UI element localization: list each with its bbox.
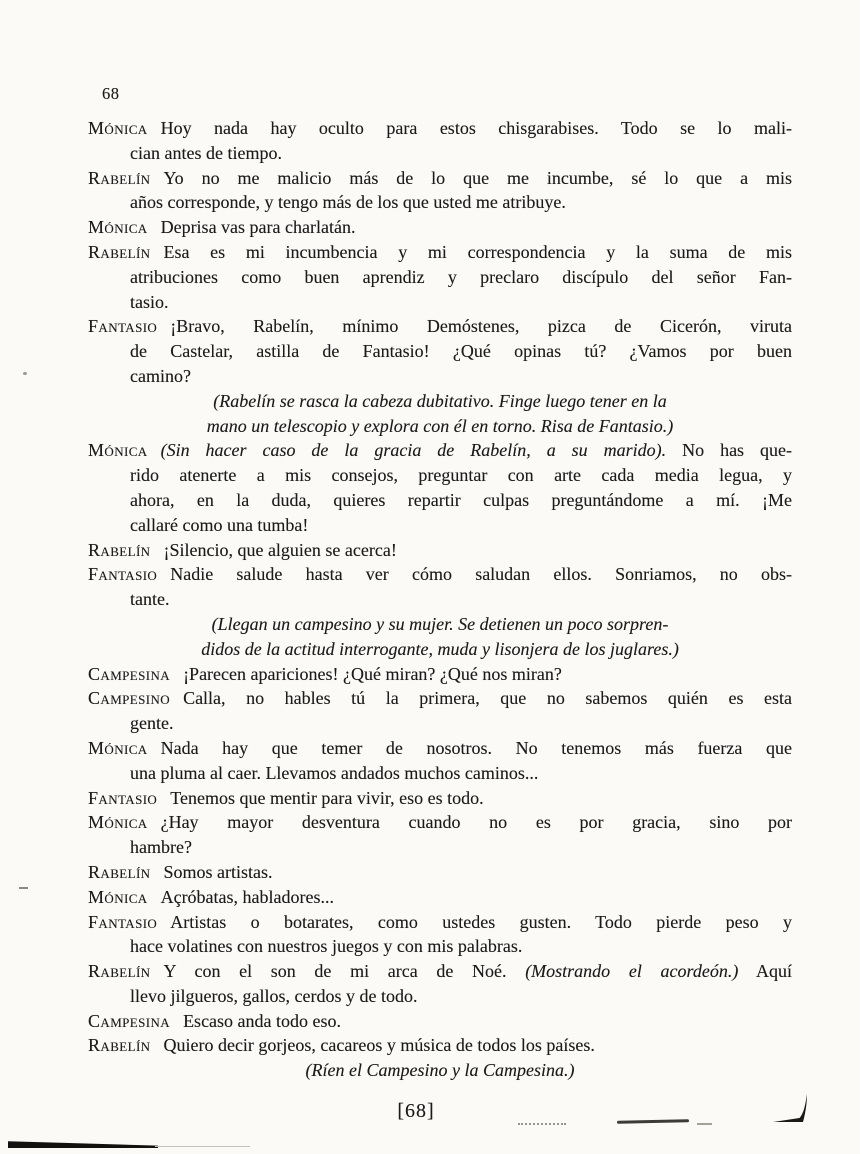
dialogue-line bbox=[88, 885, 792, 910]
speaker-name: Mónica bbox=[88, 812, 148, 833]
dialogue-line bbox=[88, 438, 792, 463]
scan-smudge-artifact bbox=[617, 1119, 689, 1124]
text-segment: mano un telescopio y explora con él en torno. Risa de Fantasio.) bbox=[206, 415, 674, 436]
text-segment: Calla, no hables tú la primera, que no sabemos quién es esta bbox=[183, 688, 792, 709]
dialogue-line bbox=[88, 835, 792, 860]
dialogue-line bbox=[88, 686, 792, 711]
dialogue-line bbox=[88, 1009, 792, 1034]
dialogue-line bbox=[88, 265, 792, 290]
dialogue-entry bbox=[88, 860, 792, 885]
speaker-name: Fantasio bbox=[88, 787, 158, 808]
dialogue-line bbox=[88, 488, 792, 513]
dialogue-line bbox=[88, 934, 792, 959]
dialogue-entry bbox=[88, 885, 792, 910]
text-segment: No has que- bbox=[666, 440, 793, 461]
dialogue-entry bbox=[88, 166, 792, 216]
dialogue-line bbox=[88, 786, 792, 811]
text-segment: Deprisa vas para charlatán. bbox=[160, 217, 356, 238]
dialogue-entry bbox=[88, 314, 792, 388]
scan-edge-artifact bbox=[8, 1140, 158, 1148]
speaker-name: Fantasio bbox=[88, 316, 158, 337]
dialogue-line bbox=[88, 910, 792, 935]
dialogue-entry bbox=[88, 438, 792, 537]
dialogue-line bbox=[88, 810, 792, 835]
script-body bbox=[88, 116, 792, 1083]
speaker-name: Mónica bbox=[88, 886, 148, 907]
text-segment: de Castelar, astilla de Fantasio! ¿Qué opinas tú? ¿Vamos por buen bbox=[130, 341, 792, 362]
text-segment: ¿Hay mayor desventura cuando no es por gracia, sino por bbox=[160, 812, 792, 833]
dialogue-entry bbox=[88, 215, 792, 240]
text-segment: Quiero decir gorjeos, cacareos y música de todos los países. bbox=[163, 1035, 595, 1056]
speaker-name: Fantasio bbox=[88, 911, 158, 932]
text-segment: cian antes de tiempo. bbox=[130, 142, 282, 163]
dialogue-line bbox=[88, 538, 792, 563]
dialogue-line bbox=[88, 314, 792, 339]
text-segment: tante. bbox=[130, 589, 170, 610]
text-segment: Artistas o botarates, como ustedes gusten. Todo pierde peso y bbox=[170, 911, 792, 932]
dialogue-line bbox=[88, 190, 792, 215]
text-segment: Somos artistas. bbox=[163, 861, 273, 882]
speaker-name: Mónica bbox=[88, 737, 148, 758]
scan-speck-artifact bbox=[23, 372, 27, 375]
scan-tick-artifact bbox=[697, 1123, 712, 1125]
stage-direction bbox=[88, 389, 792, 439]
speaker-name: Campesina bbox=[88, 1010, 171, 1031]
dialogue-line bbox=[88, 463, 792, 488]
text-segment: ¡Silencio, que alguien se acerca! bbox=[163, 539, 397, 560]
dialogue-line bbox=[88, 141, 792, 166]
page-corner-fold-artifact bbox=[770, 1092, 810, 1128]
text-segment: ¡Parecen apariciones! ¿Qué miran? ¿Qué nos miran? bbox=[183, 663, 562, 684]
text-segment: atribuciones como buen aprendiz y preclaro discípulo del señor Fan- bbox=[130, 266, 792, 287]
text-segment: Nada hay que temer de nosotros. No tenemos más fuerza que bbox=[160, 737, 792, 758]
dialogue-entry bbox=[88, 538, 792, 563]
dialogue-line bbox=[88, 215, 792, 240]
speaker-name: Mónica bbox=[88, 217, 148, 238]
dialogue-entry bbox=[88, 786, 792, 811]
speaker-name: Campesino bbox=[88, 688, 171, 709]
text-segment: tasio. bbox=[130, 291, 169, 312]
speaker-name: Mónica bbox=[88, 440, 148, 461]
text-segment: Yo no me malicio más de lo que me incumbe, sé lo que a mis bbox=[163, 167, 792, 188]
dialogue-line bbox=[88, 736, 792, 761]
scan-dash-artifact bbox=[19, 887, 28, 889]
dialogue-line bbox=[88, 240, 792, 265]
speaker-name: Campesina bbox=[88, 663, 171, 684]
text-segment: (Llegan un campesino y su mujer. Se detienen un poco sorpren- bbox=[211, 613, 669, 634]
dialogue-entry bbox=[88, 1009, 792, 1034]
text-segment: gente. bbox=[130, 713, 174, 734]
dialogue-entry bbox=[88, 240, 792, 314]
stage-direction bbox=[88, 1058, 792, 1083]
page-number-top: 68 bbox=[102, 84, 120, 103]
dialogue-entry bbox=[88, 686, 792, 736]
stage-direction-line bbox=[88, 414, 792, 439]
dialogue-line bbox=[88, 711, 792, 736]
dialogue-entry bbox=[88, 662, 792, 687]
scan-dotted-artifact bbox=[518, 1123, 566, 1125]
stage-direction-line bbox=[88, 637, 792, 662]
dialogue-entry bbox=[88, 116, 792, 166]
text-segment: Esa es mi incumbencia y mi correspondencia y la suma de mis bbox=[163, 241, 792, 262]
speaker-name: Fantasio bbox=[88, 564, 158, 585]
dialogue-line bbox=[88, 364, 792, 389]
dialogue-line bbox=[88, 290, 792, 315]
dialogue-line bbox=[88, 662, 792, 687]
speaker-name: Rabelín bbox=[88, 167, 151, 188]
text-segment: hace volatines con nuestros juegos y con mis palabras. bbox=[130, 936, 523, 957]
text-segment: Açróbatas, habladores... bbox=[160, 886, 335, 907]
speaker-name: Rabelín bbox=[88, 1035, 151, 1056]
text-segment: (Mostrando el acordeón.) bbox=[525, 961, 739, 982]
text-segment: hambre? bbox=[130, 837, 192, 858]
text-segment: Tenemos que mentir para vivir, eso es todo. bbox=[170, 787, 484, 808]
dialogue-line bbox=[88, 959, 792, 984]
text-segment: rido atenerte a mis consejos, preguntar con arte cada media legua, y bbox=[130, 465, 792, 486]
dialogue-line bbox=[88, 166, 792, 191]
text-segment: una pluma al caer. Llevamos andados muchos caminos... bbox=[130, 762, 539, 783]
stage-direction-line bbox=[88, 389, 792, 414]
dialogue-entry bbox=[88, 1033, 792, 1058]
text-segment: Hoy nada hay oculto para estos chisgarabises. Todo se lo mali- bbox=[160, 118, 792, 138]
page-number-bottom: [68] bbox=[397, 1100, 435, 1122]
text-segment: ahora, en la duda, quieres repartir culpas preguntándome a mí. ¡Me bbox=[130, 489, 792, 510]
text-segment: (Sin hacer caso de la gracia de Rabelín, a su marido). bbox=[160, 440, 667, 461]
dialogue-line bbox=[88, 562, 792, 587]
dialogue-entry bbox=[88, 959, 792, 1009]
dialogue-line bbox=[88, 860, 792, 885]
text-segment: (Ríen el Campesino y la Campesina.) bbox=[305, 1060, 575, 1081]
speaker-name: Mónica bbox=[88, 118, 148, 138]
speaker-name: Rabelín bbox=[88, 961, 151, 982]
stage-direction bbox=[88, 612, 792, 662]
stage-direction-line bbox=[88, 1058, 792, 1083]
stage-direction-line bbox=[88, 612, 792, 637]
dialogue-line bbox=[88, 339, 792, 364]
speaker-name: Rabelín bbox=[88, 241, 151, 262]
dialogue-entry bbox=[88, 562, 792, 612]
text-segment: Nadie salude hasta ver cómo saludan ellos. Sonriamos, no obs- bbox=[170, 564, 792, 585]
speaker-name: Rabelín bbox=[88, 861, 151, 882]
text-segment: didos de la actitud interrogante, muda y lisonjera de los juglares.) bbox=[201, 638, 679, 659]
text-segment: (Rabelín se rasca la cabeza dubitativo. Finge luego tener en la bbox=[213, 390, 667, 411]
text-segment: años corresponde, y tengo más de los que usted me atribuye. bbox=[130, 192, 566, 213]
text-segment: ¡Bravo, Rabelín, mínimo Demóstenes, pizca de Cicerón, viruta bbox=[170, 316, 792, 337]
dialogue-line bbox=[88, 1033, 792, 1058]
dialogue-entry bbox=[88, 736, 792, 786]
scan-edge-tail-artifact bbox=[155, 1146, 250, 1147]
speaker-name: Rabelín bbox=[88, 539, 151, 560]
dialogue-line bbox=[88, 587, 792, 612]
text-segment: Y con el son de mi arca de Noé. bbox=[163, 961, 526, 982]
text-segment: Aquí bbox=[738, 961, 792, 982]
dialogue-entry bbox=[88, 810, 792, 860]
text-segment: Escaso anda todo eso. bbox=[183, 1010, 342, 1031]
dialogue-line bbox=[88, 116, 792, 141]
dialogue-line bbox=[88, 984, 792, 1009]
dialogue-line bbox=[88, 513, 792, 538]
text-segment: callaré como una tumba! bbox=[130, 514, 309, 535]
text-segment: camino? bbox=[130, 365, 191, 386]
dialogue-entry bbox=[88, 910, 792, 960]
dialogue-line bbox=[88, 761, 792, 786]
text-segment: llevo jilgueros, gallos, cerdos y de todo. bbox=[130, 985, 418, 1006]
